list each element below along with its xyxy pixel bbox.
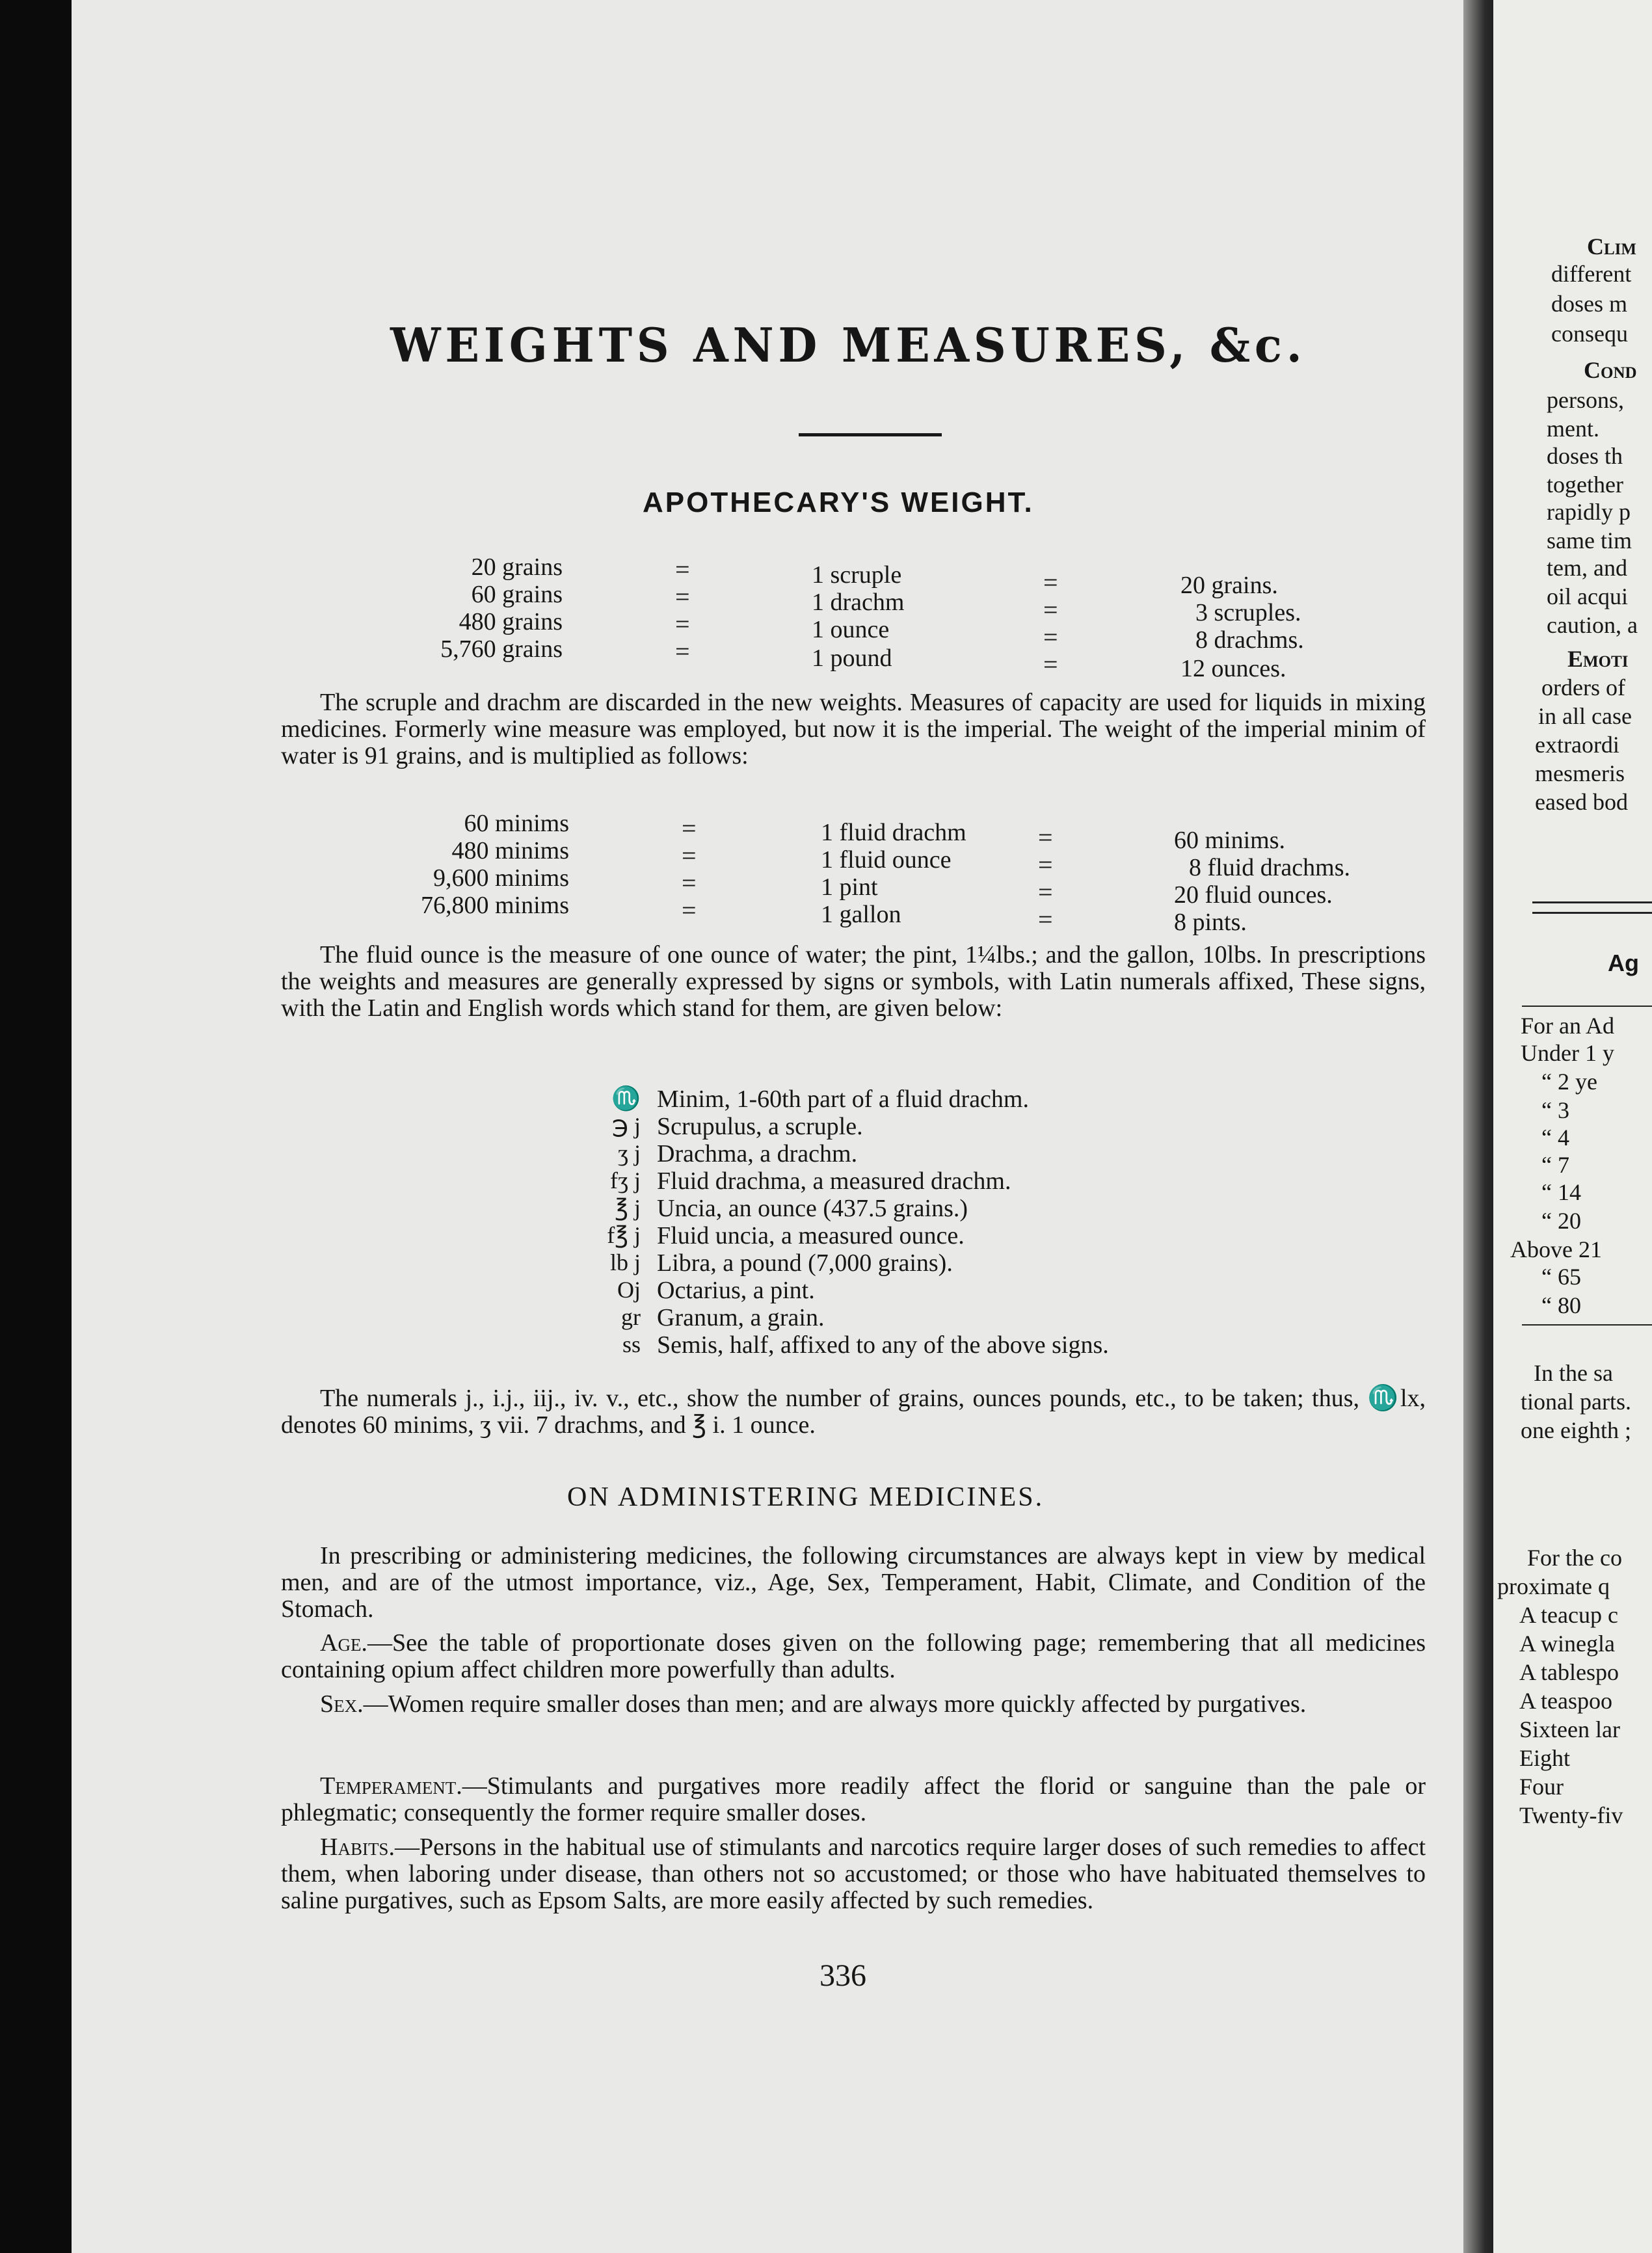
facing-divider bbox=[1532, 901, 1652, 903]
facing-line: Sixteen lar bbox=[1519, 1716, 1620, 1742]
sign-description: Drachma, a drachm. bbox=[657, 1140, 858, 1167]
facing-line: different bbox=[1551, 261, 1632, 287]
sign-description: Uncia, an ounce (437.5 grains.) bbox=[657, 1195, 968, 1222]
facing-line: tem, and bbox=[1547, 555, 1627, 581]
facing-line: orders of bbox=[1541, 674, 1625, 700]
fluid-middle: 1 gallon bbox=[821, 901, 901, 928]
sign-symbol: ♏ bbox=[611, 1086, 641, 1112]
facing-table-row: “ 2 ye bbox=[1541, 1069, 1597, 1095]
fluid-left: 480 minims bbox=[451, 837, 569, 864]
facing-divider bbox=[1532, 912, 1652, 914]
facing-line: extraordi bbox=[1535, 732, 1619, 758]
temperament-label: Temperament. bbox=[320, 1772, 462, 1800]
apothecary-right: 20 grains. bbox=[1180, 572, 1278, 599]
sex-text: —Women require smaller doses than men; and are always more quickly affected by purgatives. bbox=[363, 1690, 1307, 1718]
paragraph-text: In prescribing or administering medicines, the following circumstances are always kept in view by medical men, and are of the utmost importance, viz., Age, Sex, Temperament, Habit, Climate, and Condition of the Stomach. bbox=[281, 1542, 1426, 1623]
apothecary-left: 480 grains bbox=[459, 608, 563, 635]
facing-table-row: “ 3 bbox=[1541, 1097, 1569, 1123]
fluid-left: 9,600 minims bbox=[433, 864, 569, 892]
facing-line: Clim bbox=[1587, 233, 1636, 260]
apothecary-middle: 1 ounce bbox=[812, 616, 890, 643]
equals-sign: = bbox=[1038, 823, 1053, 852]
facing-line: tional parts. bbox=[1521, 1389, 1631, 1415]
facing-table-row: “ 14 bbox=[1541, 1179, 1581, 1205]
sex-label: Sex. bbox=[320, 1690, 364, 1718]
facing-line: same tim bbox=[1547, 527, 1632, 553]
apothecary-right: 3 scruples. bbox=[1195, 599, 1301, 626]
age-label: Age. bbox=[320, 1629, 367, 1657]
apothecary-middle: 1 drachm bbox=[812, 589, 905, 616]
sign-symbol: gr bbox=[621, 1304, 641, 1330]
equals-sign: = bbox=[1038, 850, 1053, 879]
paragraph-sex bbox=[281, 1691, 1426, 1718]
sign-description: Minim, 1-60th part of a fluid drachm. bbox=[657, 1086, 1029, 1113]
sign-symbol: Oj bbox=[617, 1277, 641, 1303]
fluid-right: 60 minims. bbox=[1174, 827, 1286, 854]
habits-text: —Persons in the habitual use of stimulants and narcotics require larger doses of such remedies to affect them, when laboring under disease, than others not so accustomed; or those who have habituated themselves to saline purgatives, such as Epsom Salts, are more easily affected by such remedies. bbox=[281, 1833, 1426, 1914]
facing-line: For the co bbox=[1527, 1545, 1622, 1571]
page-number: 336 bbox=[819, 1958, 866, 1993]
facing-line: doses th bbox=[1547, 443, 1623, 469]
equals-sign: = bbox=[1043, 650, 1058, 679]
facing-table-row: “ 20 bbox=[1541, 1208, 1581, 1234]
equals-sign: = bbox=[1038, 905, 1053, 934]
fluid-left: 76,800 minims bbox=[420, 892, 569, 919]
sign-description: Granum, a grain. bbox=[657, 1304, 825, 1331]
equals-sign: = bbox=[675, 555, 690, 584]
apothecary-left: 20 grains bbox=[471, 553, 563, 581]
facing-line: oil acqui bbox=[1547, 583, 1628, 609]
fluid-middle: 1 fluid ounce bbox=[821, 846, 952, 873]
facing-line: ment. bbox=[1547, 416, 1599, 442]
facing-line: together bbox=[1547, 472, 1623, 498]
sign-symbol: ss bbox=[622, 1331, 641, 1357]
paragraph-text: The scruple and drachm are discarded in the new weights. Measures of capacity are used for liquids in mixing medicines. Formerly wine measure was employed, but now it is the imperial. The weight of the imperial minim of water is 91 grains, and is multiplied as follows: bbox=[281, 689, 1426, 769]
sign-description: Fluid drachma, a measured drachm. bbox=[657, 1167, 1011, 1195]
facing-line: Cond bbox=[1584, 357, 1637, 383]
temperament-text: —Stimulants and purgatives more readily affect the florid or sanguine than the pale or phlegmatic; consequently the former require smaller doses. bbox=[281, 1772, 1426, 1826]
apothecary-middle: 1 pound bbox=[812, 645, 892, 672]
facing-line: persons, bbox=[1547, 387, 1624, 413]
equals-sign: = bbox=[675, 637, 690, 666]
equals-sign: = bbox=[675, 609, 690, 639]
paragraph-fluid-ounce bbox=[281, 942, 1426, 1022]
equals-sign: = bbox=[675, 582, 690, 611]
facing-line: Eight bbox=[1519, 1745, 1570, 1771]
facing-table-row: Under 1 y bbox=[1521, 1040, 1614, 1066]
facing-line: in all case bbox=[1538, 703, 1632, 729]
facing-line: Twenty-fiv bbox=[1519, 1802, 1623, 1828]
sign-description: Fluid uncia, a measured ounce. bbox=[657, 1222, 965, 1249]
facing-line: one eighth ; bbox=[1521, 1417, 1631, 1443]
paragraph-text: The fluid ounce is the measure of one ounce of water; the pint, 1¼lbs.; and the gallon, 10lbs. In prescriptions the weights and measures are generally expressed by signs or symbols, with Latin numerals affixed, These signs, with the Latin and English words which stand for them, are given below: bbox=[281, 941, 1426, 1022]
habits-label: Habits. bbox=[320, 1833, 395, 1861]
apothecary-right: 12 ounces. bbox=[1180, 655, 1286, 682]
facing-line: A teacup c bbox=[1519, 1602, 1618, 1628]
paragraph-scruple bbox=[281, 689, 1426, 769]
facing-table-row: “ 4 bbox=[1541, 1125, 1569, 1151]
apothecary-left: 5,760 grains bbox=[440, 635, 563, 663]
facing-table-row: “ 7 bbox=[1541, 1152, 1569, 1178]
apothecary-heading: APOTHECARY'S WEIGHT. bbox=[643, 487, 1034, 518]
facing-line: rapidly p bbox=[1547, 499, 1631, 525]
facing-line: In the sa bbox=[1534, 1360, 1613, 1386]
paragraph-text: The numerals j., i.j., iij., iv. v., etc., show the number of grains, ounces pounds, etc., to be taken; thus, ♏lx, denotes 60 minims, ʒ vii. 7 drachms, and ℥ i. 1 ounce. bbox=[281, 1385, 1426, 1439]
facing-table-row: For an Ad bbox=[1521, 1013, 1614, 1039]
title-divider bbox=[799, 433, 942, 436]
sign-symbol: ℥ j bbox=[615, 1195, 641, 1221]
sign-description: Scrupulus, a scruple. bbox=[657, 1113, 863, 1140]
facing-line: A winegla bbox=[1519, 1631, 1615, 1657]
fluid-left: 60 minims bbox=[464, 810, 569, 837]
fluid-right: 20 fluid ounces. bbox=[1174, 881, 1333, 909]
facing-line: doses m bbox=[1551, 291, 1627, 317]
facing-line: eased bod bbox=[1535, 789, 1628, 815]
facing-line: proximate q bbox=[1497, 1573, 1610, 1599]
facing-line: consequ bbox=[1551, 321, 1628, 347]
facing-table-row: “ 80 bbox=[1541, 1292, 1581, 1318]
fluid-right: 8 pints. bbox=[1174, 909, 1247, 936]
equals-sign: = bbox=[682, 868, 697, 898]
paragraph-habits bbox=[281, 1834, 1426, 1914]
sign-symbol: lb j bbox=[609, 1249, 641, 1275]
sign-description: Libra, a pound (7,000 grains). bbox=[657, 1249, 953, 1277]
equals-sign: = bbox=[682, 896, 697, 925]
facing-line: Emoti bbox=[1567, 646, 1629, 672]
sign-symbol: f℥ j bbox=[607, 1222, 641, 1248]
facing-table-row: Above 21 bbox=[1510, 1236, 1602, 1262]
facing-line: A teaspoo bbox=[1519, 1688, 1612, 1714]
apothecary-right: 8 drachms. bbox=[1195, 626, 1304, 654]
equals-sign: = bbox=[682, 841, 697, 870]
paragraph-numerals bbox=[281, 1385, 1426, 1439]
fluid-right: 8 fluid drachms. bbox=[1189, 854, 1351, 881]
sign-symbol: ʒ j bbox=[618, 1140, 641, 1166]
paragraph-temperament bbox=[281, 1773, 1426, 1826]
page-title: WEIGHTS AND MEASURES, &c. bbox=[390, 317, 1307, 373]
administering-heading: ON ADMINISTERING MEDICINES. bbox=[567, 1482, 1045, 1512]
equals-sign: = bbox=[1038, 877, 1053, 907]
equals-sign: = bbox=[682, 814, 697, 843]
equals-sign: = bbox=[1043, 568, 1058, 597]
paragraph-age bbox=[281, 1630, 1426, 1683]
fluid-middle: 1 fluid drachm bbox=[821, 819, 966, 846]
paragraph-administering bbox=[281, 1543, 1426, 1623]
facing-line: mesmeris bbox=[1535, 760, 1625, 786]
equals-sign: = bbox=[1043, 622, 1058, 652]
facing-table-heading: Ag bbox=[1608, 950, 1639, 976]
apothecary-left: 60 grains bbox=[471, 581, 563, 608]
facing-line: caution, a bbox=[1547, 612, 1638, 638]
sign-description: Semis, half, affixed to any of the above signs. bbox=[657, 1331, 1109, 1359]
sign-symbol: fʒ j bbox=[610, 1167, 641, 1193]
age-text: —See the table of proportionate doses given on the following page; remembering that all medicines containing opium affect children more powerfully than adults. bbox=[281, 1629, 1426, 1683]
facing-table-row: “ 65 bbox=[1541, 1264, 1581, 1290]
facing-table-rule bbox=[1522, 1006, 1652, 1007]
facing-table-rule bbox=[1522, 1324, 1652, 1326]
equals-sign: = bbox=[1043, 595, 1058, 624]
sign-symbol: ℈ j bbox=[611, 1113, 641, 1139]
apothecary-middle: 1 scruple bbox=[812, 561, 902, 589]
facing-line: Four bbox=[1519, 1774, 1564, 1800]
sign-description: Octarius, a pint. bbox=[657, 1277, 815, 1304]
fluid-middle: 1 pint bbox=[821, 873, 878, 901]
facing-line: A tablespo bbox=[1519, 1659, 1619, 1685]
